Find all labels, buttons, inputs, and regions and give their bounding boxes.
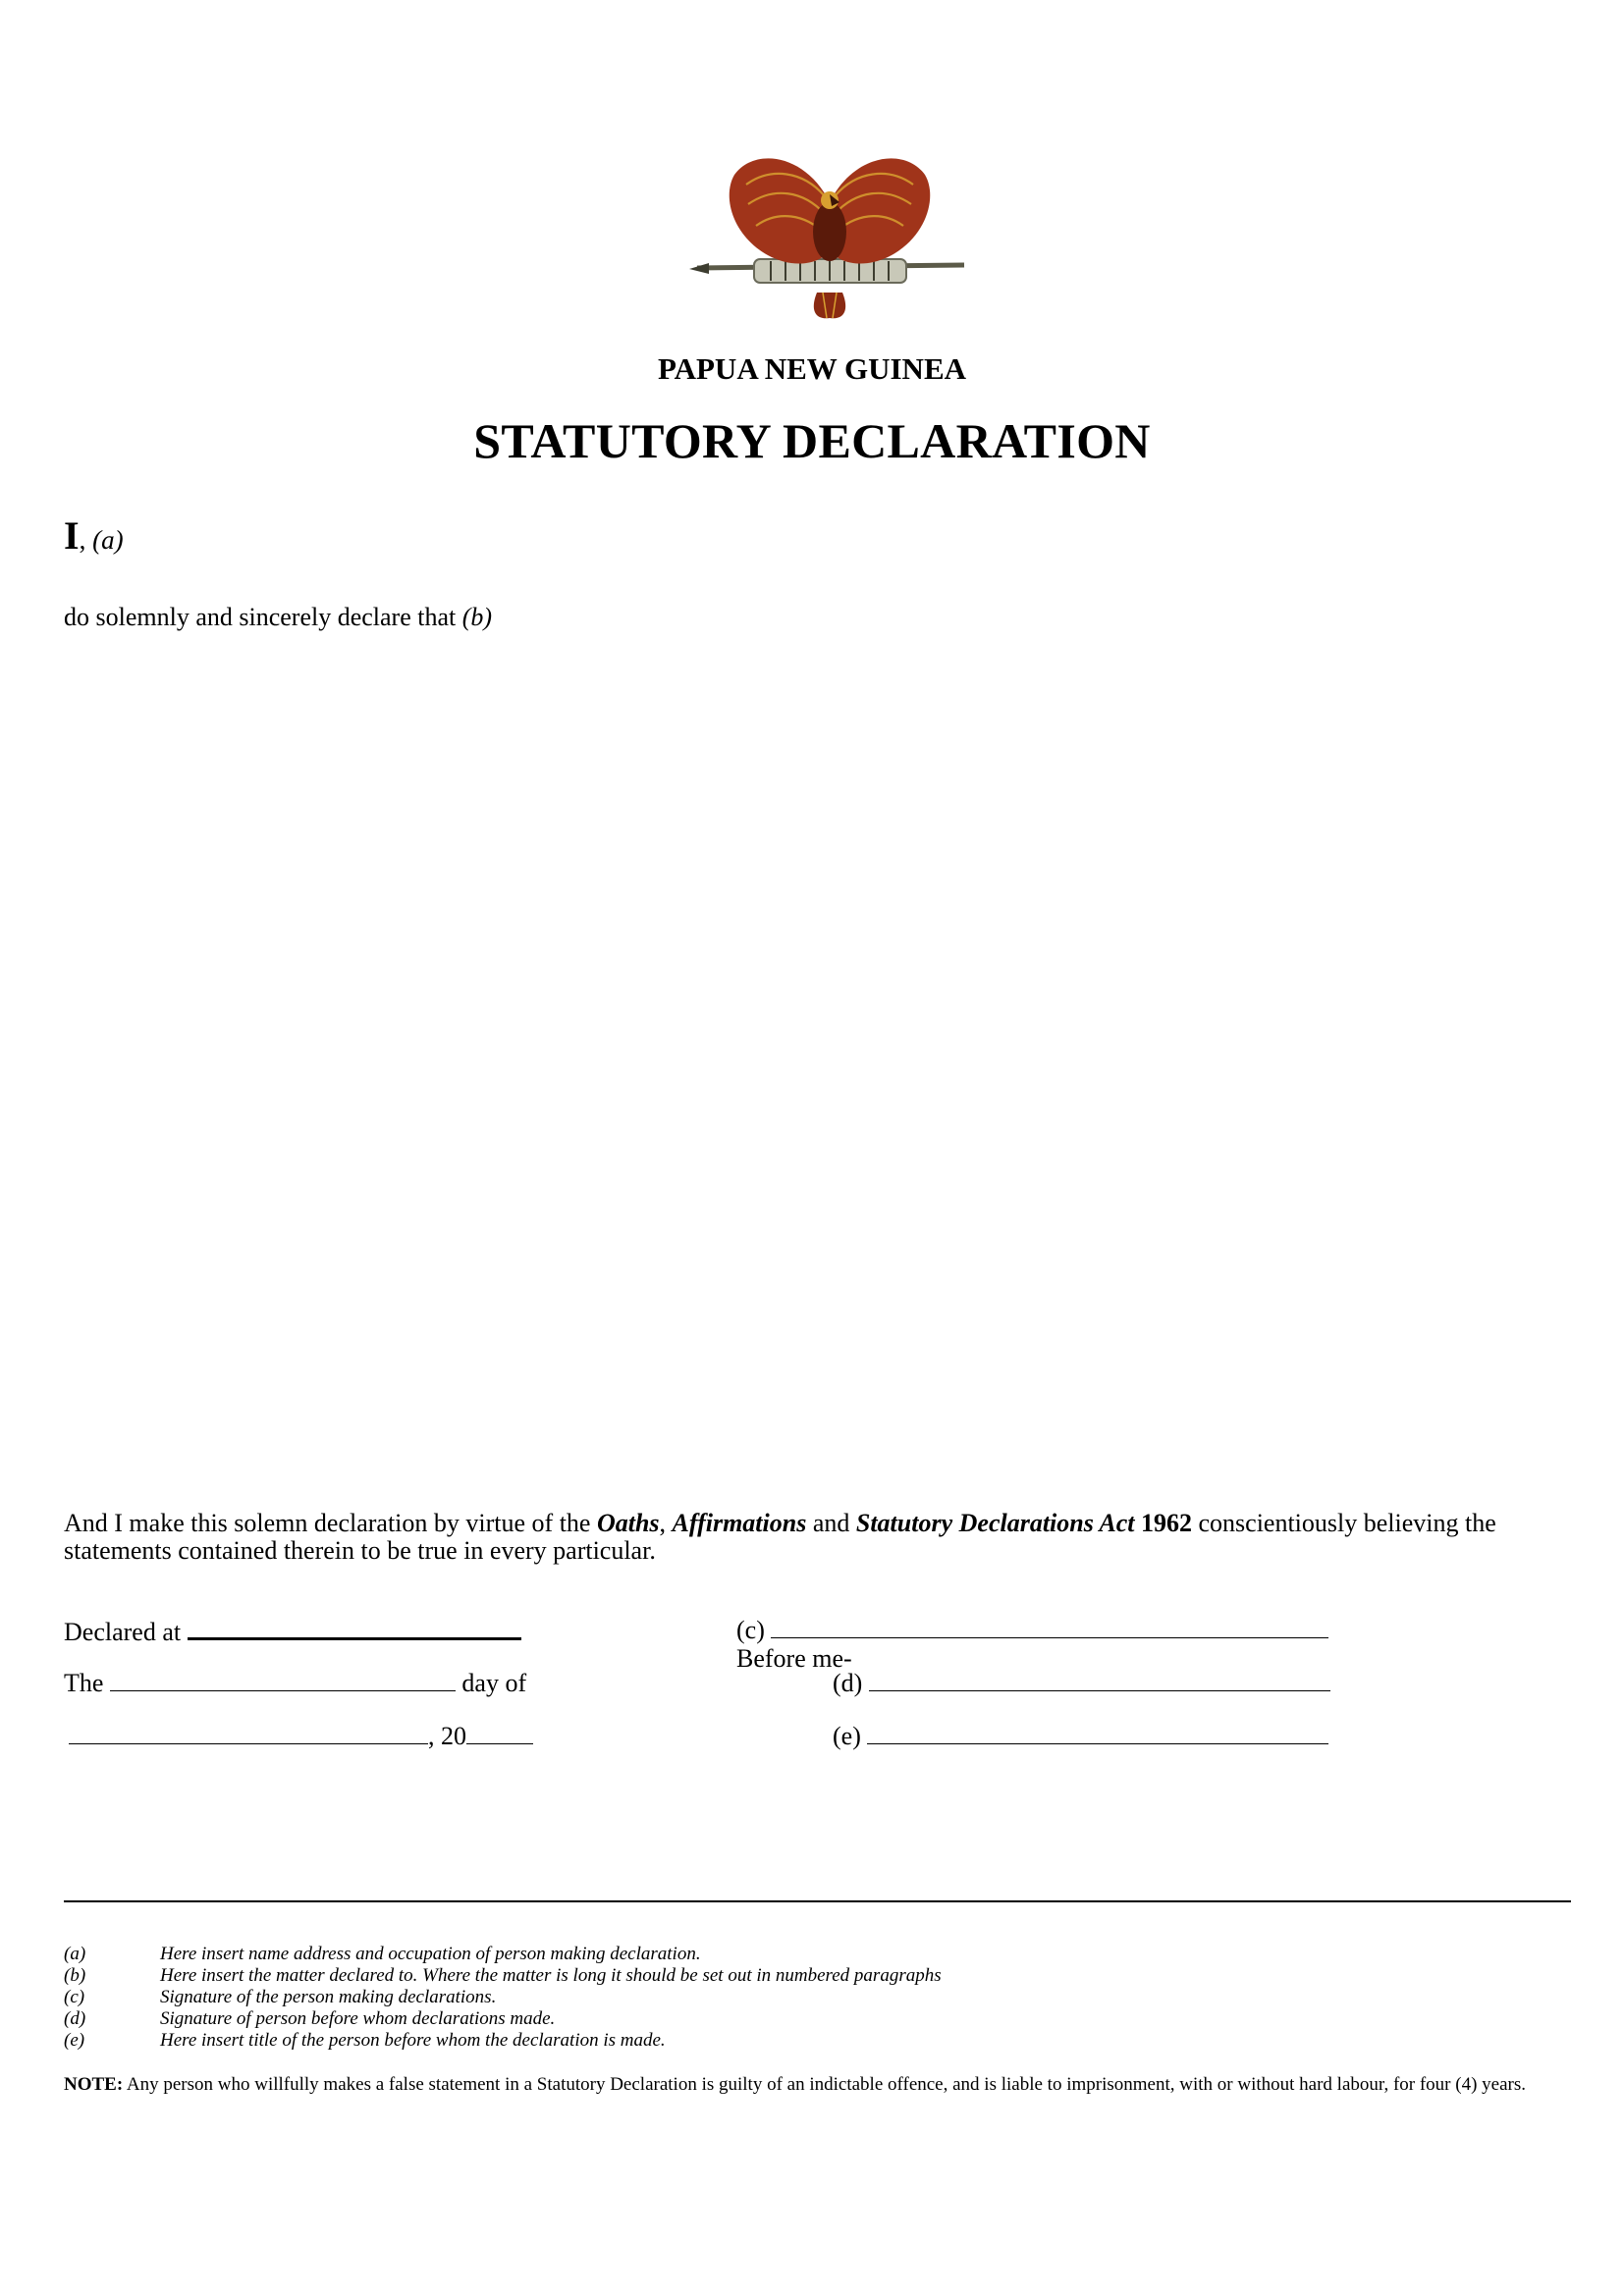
declaration-body-area[interactable] (64, 648, 1561, 1502)
day-of-label: day of (461, 1669, 527, 1697)
title-e-row (833, 1722, 1328, 1751)
declared-at-row (64, 1616, 521, 1647)
day-field[interactable] (110, 1669, 456, 1691)
year-prefix: , 20 (428, 1722, 466, 1750)
witness-title-field[interactable] (867, 1722, 1328, 1744)
footnote-key: (c) (64, 1987, 85, 2007)
act-word-oaths: Oaths (596, 1509, 660, 1537)
footnote-text: Here insert the matter declared to. Where the matter is long it should be set out in numbered paragraphs (160, 1965, 942, 1986)
declared-at-field[interactable] (188, 1616, 521, 1640)
note-text: Any person who willfully makes a false statement in a Statutory Declaration is guilty of an indictable offence, and is liable to imprisonment, with or without hard labour, for four (4) years. (126, 2074, 1527, 2095)
document-title: STATUTORY DECLARATION (473, 413, 1151, 468)
signature-c-row (736, 1616, 1328, 1645)
legal-note (64, 2074, 1576, 2096)
footnote-item (64, 2008, 555, 2030)
solemn-and: and (812, 1509, 850, 1537)
declarant-signature-field[interactable] (771, 1616, 1328, 1638)
ref-c: (c) (736, 1616, 765, 1644)
act-name: Statutory Declarations Act (855, 1509, 1135, 1537)
ref-a: (a) (92, 525, 124, 555)
footnote-text: Signature of the person making declarations. (160, 1987, 497, 2007)
footnote-item (64, 1944, 701, 1965)
footnote-divider (64, 1900, 1571, 1902)
act-word-affirmations: Affirmations (672, 1509, 807, 1537)
declare-line (64, 603, 492, 632)
solemn-comma: , (659, 1509, 667, 1537)
country-heading: PAPUA NEW GUINEA (657, 351, 967, 386)
witness-signature-field[interactable] (869, 1669, 1330, 1691)
pronoun-i: I (64, 513, 80, 558)
before-me-label: Before me- (736, 1644, 852, 1673)
month-year-row (69, 1722, 533, 1751)
ref-b: (b) (461, 603, 493, 631)
footnote-item (64, 1965, 942, 1987)
act-year: 1962 (1141, 1509, 1192, 1537)
ref-d: (d) (833, 1669, 863, 1697)
month-field[interactable] (69, 1722, 428, 1744)
footnote-text: Signature of person before whom declarations made. (160, 2008, 556, 2029)
footnote-item (64, 1987, 496, 2008)
declare-text: do solemnly and sincerely declare that (64, 603, 457, 631)
footnote-key: (d) (64, 2008, 86, 2029)
comma: , (79, 525, 86, 555)
the-label: The (64, 1669, 104, 1697)
footnote-text: Here insert title of the person before whom the declaration is made. (160, 2030, 666, 2051)
signature-d-row (833, 1669, 1330, 1698)
solemn-declaration-paragraph (64, 1510, 1576, 1565)
date-row (64, 1669, 526, 1698)
footnote-key: (b) (64, 1965, 86, 1986)
solemn-text-2: conscientiously believing the statements contained therein to be true in every particular. (64, 1509, 1496, 1565)
solemn-text-1: And I make this solemn declaration by virtue of the (64, 1509, 591, 1537)
note-label: NOTE: (64, 2074, 124, 2095)
national-emblem (687, 145, 972, 322)
footnote-key: (e) (64, 2030, 85, 2051)
declarant-line (64, 512, 124, 559)
footnote-key: (a) (64, 1944, 86, 1964)
ref-e: (e) (833, 1722, 861, 1750)
declared-at-label: Declared at (64, 1618, 182, 1646)
footnote-item (64, 2030, 666, 2052)
footnote-text: Here insert name address and occupation of person making declaration. (160, 1944, 701, 1964)
year-field[interactable] (466, 1722, 533, 1744)
